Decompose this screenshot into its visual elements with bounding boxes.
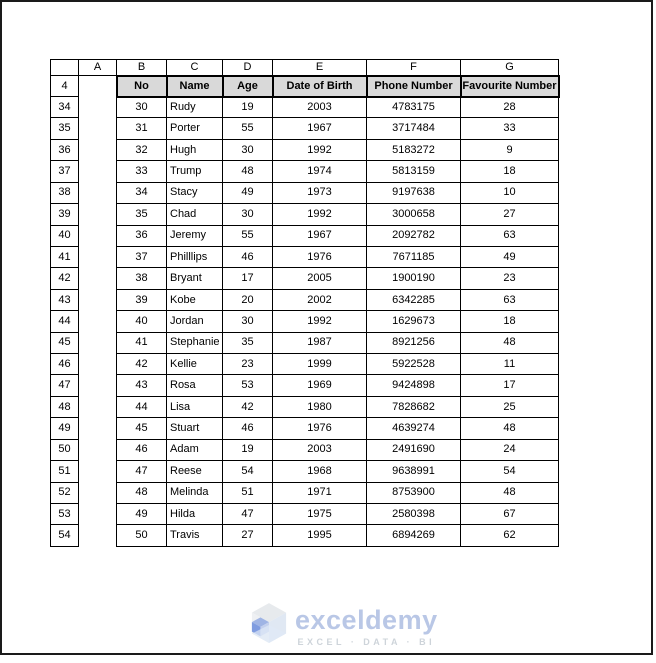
cell-name[interactable]: Bryant <box>167 268 223 289</box>
cell-empty-a[interactable] <box>79 76 117 97</box>
table-row <box>51 354 559 375</box>
cell-fav[interactable]: 48 <box>461 332 559 353</box>
row-header[interactable]: 49 <box>51 418 79 439</box>
cell-fav[interactable]: 18 <box>461 311 559 332</box>
row-header[interactable]: 44 <box>51 311 79 332</box>
cell-age[interactable]: 51 <box>223 482 273 503</box>
table-row <box>51 204 559 225</box>
row-header[interactable]: 50 <box>51 439 79 460</box>
cell-name[interactable]: Reese <box>167 461 223 482</box>
cell-empty-a[interactable] <box>79 182 117 203</box>
cell-name[interactable]: Hugh <box>167 139 223 160</box>
cell-no[interactable]: 32 <box>117 139 167 160</box>
cell-phone[interactable]: 5813159 <box>367 161 461 182</box>
table-row <box>51 375 559 396</box>
table-row <box>51 332 559 353</box>
cell-empty-a[interactable] <box>79 139 117 160</box>
cell-no[interactable]: 42 <box>117 354 167 375</box>
row-header[interactable]: 35 <box>51 118 79 139</box>
cell-fav[interactable]: 63 <box>461 225 559 246</box>
cell-no[interactable]: 37 <box>117 246 167 267</box>
cell-name[interactable]: Stuart <box>167 418 223 439</box>
cell-fav[interactable]: 11 <box>461 354 559 375</box>
cell-no[interactable]: 36 <box>117 225 167 246</box>
cell-name[interactable]: Rosa <box>167 375 223 396</box>
column-header-row <box>51 60 559 76</box>
cell-empty-a[interactable] <box>79 204 117 225</box>
cell-dob[interactable]: 1995 <box>273 525 367 546</box>
cell-phone[interactable]: 9424898 <box>367 375 461 396</box>
cell-age[interactable]: 55 <box>223 118 273 139</box>
cell-dob[interactable]: 1992 <box>273 311 367 332</box>
row-header[interactable]: 54 <box>51 525 79 546</box>
watermark-brand: exceldemy <box>295 604 438 635</box>
cell-phone[interactable]: 3000658 <box>367 204 461 225</box>
header-cell-name[interactable]: Name <box>167 76 223 97</box>
cell-fav[interactable]: 10 <box>461 182 559 203</box>
cell-dob[interactable]: 1987 <box>273 332 367 353</box>
row-header[interactable]: 51 <box>51 461 79 482</box>
cell-empty-a[interactable] <box>79 354 117 375</box>
cell-name[interactable]: Philllips <box>167 246 223 267</box>
cell-age[interactable]: 23 <box>223 354 273 375</box>
cell-name[interactable]: Kellie <box>167 354 223 375</box>
table-row <box>51 97 559 118</box>
cell-name[interactable]: Travis <box>167 525 223 546</box>
cell-empty-a[interactable] <box>79 289 117 310</box>
table-row <box>51 118 559 139</box>
row-header[interactable]: 40 <box>51 225 79 246</box>
table-row <box>51 482 559 503</box>
row-header[interactable]: 34 <box>51 97 79 118</box>
cell-no[interactable]: 43 <box>117 375 167 396</box>
cell-phone[interactable]: 5922528 <box>367 354 461 375</box>
cell-no[interactable]: 45 <box>117 418 167 439</box>
cell-phone[interactable]: 4783175 <box>367 97 461 118</box>
cell-empty-a[interactable] <box>79 97 117 118</box>
cell-name[interactable]: Stacy <box>167 182 223 203</box>
cell-age[interactable]: 46 <box>223 246 273 267</box>
cell-empty-a[interactable] <box>79 161 117 182</box>
cell-no[interactable]: 35 <box>117 204 167 225</box>
cell-phone[interactable]: 6342285 <box>367 289 461 310</box>
table-row <box>51 289 559 310</box>
cell-name[interactable]: Porter <box>167 118 223 139</box>
row-header[interactable]: 48 <box>51 396 79 417</box>
cell-dob[interactable]: 2005 <box>273 268 367 289</box>
table-row <box>51 246 559 267</box>
cell-no[interactable]: 48 <box>117 482 167 503</box>
cell-fav[interactable]: 48 <box>461 482 559 503</box>
row-header[interactable]: 4 <box>51 76 79 97</box>
cell-empty-a[interactable] <box>79 332 117 353</box>
cell-name[interactable]: Chad <box>167 204 223 225</box>
cell-no[interactable]: 46 <box>117 439 167 460</box>
cell-phone[interactable]: 8921256 <box>367 332 461 353</box>
cell-fav[interactable]: 48 <box>461 418 559 439</box>
row-header[interactable]: 37 <box>51 161 79 182</box>
cell-dob[interactable]: 1973 <box>273 182 367 203</box>
cell-dob[interactable]: 1976 <box>273 418 367 439</box>
cell-age[interactable]: 53 <box>223 375 273 396</box>
cell-fav[interactable]: 54 <box>461 461 559 482</box>
cell-empty-a[interactable] <box>79 418 117 439</box>
cell-name[interactable]: Adam <box>167 439 223 460</box>
cell-empty-a[interactable] <box>79 225 117 246</box>
cell-no[interactable]: 49 <box>117 504 167 525</box>
cell-dob[interactable]: 1967 <box>273 118 367 139</box>
table-row <box>51 268 559 289</box>
cell-dob[interactable]: 1992 <box>273 139 367 160</box>
cell-phone[interactable]: 7828682 <box>367 396 461 417</box>
cell-dob[interactable]: 1976 <box>273 246 367 267</box>
cell-no[interactable]: 40 <box>117 311 167 332</box>
cell-age[interactable]: 19 <box>223 97 273 118</box>
cell-name[interactable]: Kobe <box>167 289 223 310</box>
cell-phone[interactable]: 5183272 <box>367 139 461 160</box>
cell-dob[interactable]: 2002 <box>273 289 367 310</box>
cell-phone[interactable]: 1629673 <box>367 311 461 332</box>
exceldemy-cube-icon <box>250 603 288 650</box>
column-header-g[interactable]: G <box>461 60 559 76</box>
cell-fav[interactable]: 28 <box>461 97 559 118</box>
cell-age[interactable]: 30 <box>223 139 273 160</box>
table-row <box>51 418 559 439</box>
row-header[interactable]: 42 <box>51 268 79 289</box>
cell-empty-a[interactable] <box>79 246 117 267</box>
watermark <box>250 603 438 650</box>
table-row <box>51 461 559 482</box>
header-cell-no[interactable]: No <box>117 76 167 97</box>
cell-dob[interactable]: 1992 <box>273 204 367 225</box>
cell-age[interactable]: 30 <box>223 311 273 332</box>
cell-fav[interactable]: 63 <box>461 289 559 310</box>
table-row <box>51 139 559 160</box>
cell-dob[interactable]: 1968 <box>273 461 367 482</box>
cell-age[interactable]: 49 <box>223 182 273 203</box>
header-cell-phone[interactable]: Phone Number <box>367 76 461 97</box>
cell-dob[interactable]: 1967 <box>273 225 367 246</box>
cell-fav[interactable]: 18 <box>461 161 559 182</box>
cell-age[interactable]: 30 <box>223 204 273 225</box>
column-header-d[interactable]: D <box>223 60 273 76</box>
cell-phone[interactable]: 2580398 <box>367 504 461 525</box>
cell-age[interactable]: 54 <box>223 461 273 482</box>
cell-phone[interactable]: 6894269 <box>367 525 461 546</box>
watermark-text <box>295 604 438 647</box>
row-header[interactable]: 39 <box>51 204 79 225</box>
spreadsheet-grid <box>50 59 560 547</box>
cell-name[interactable]: Trump <box>167 161 223 182</box>
cell-no[interactable]: 34 <box>117 182 167 203</box>
table-row <box>51 525 559 546</box>
cell-phone[interactable]: 9638991 <box>367 461 461 482</box>
cell-empty-a[interactable] <box>79 461 117 482</box>
cell-age[interactable]: 27 <box>223 525 273 546</box>
cell-phone[interactable]: 9197638 <box>367 182 461 203</box>
cell-dob[interactable]: 2003 <box>273 439 367 460</box>
table-row <box>51 396 559 417</box>
cell-fav[interactable]: 67 <box>461 504 559 525</box>
table-row <box>51 161 559 182</box>
cell-age[interactable]: 55 <box>223 225 273 246</box>
cell-dob[interactable]: 1971 <box>273 482 367 503</box>
select-all-corner[interactable] <box>51 60 79 76</box>
cell-no[interactable]: 50 <box>117 525 167 546</box>
column-header-b[interactable]: B <box>117 60 167 76</box>
row-header[interactable]: 38 <box>51 182 79 203</box>
cell-phone[interactable]: 3717484 <box>367 118 461 139</box>
watermark-tagline: EXCEL · DATA · BI <box>297 636 436 647</box>
cell-empty-a[interactable] <box>79 311 117 332</box>
cell-empty-a[interactable] <box>79 439 117 460</box>
cell-fav[interactable]: 49 <box>461 246 559 267</box>
cell-age[interactable]: 20 <box>223 289 273 310</box>
cell-phone[interactable]: 8753900 <box>367 482 461 503</box>
cell-no[interactable]: 30 <box>117 97 167 118</box>
cell-empty-a[interactable] <box>79 268 117 289</box>
row-header[interactable]: 52 <box>51 482 79 503</box>
row-header[interactable]: 43 <box>51 289 79 310</box>
cell-fav[interactable]: 33 <box>461 118 559 139</box>
cell-empty-a[interactable] <box>79 396 117 417</box>
table-row <box>51 504 559 525</box>
cell-phone[interactable]: 2491690 <box>367 439 461 460</box>
cell-age[interactable]: 19 <box>223 439 273 460</box>
table-row <box>51 311 559 332</box>
cell-empty-a[interactable] <box>79 375 117 396</box>
cell-no[interactable]: 38 <box>117 268 167 289</box>
cell-phone[interactable]: 1900190 <box>367 268 461 289</box>
row-header[interactable]: 41 <box>51 246 79 267</box>
cell-age[interactable]: 35 <box>223 332 273 353</box>
cell-empty-a[interactable] <box>79 482 117 503</box>
cell-no[interactable]: 31 <box>117 118 167 139</box>
cell-fav[interactable]: 9 <box>461 139 559 160</box>
cell-no[interactable]: 39 <box>117 289 167 310</box>
cell-fav[interactable]: 24 <box>461 439 559 460</box>
cell-dob[interactable]: 2003 <box>273 97 367 118</box>
cell-dob[interactable]: 1975 <box>273 504 367 525</box>
cell-no[interactable]: 44 <box>117 396 167 417</box>
cell-empty-a[interactable] <box>79 525 117 546</box>
cell-fav[interactable]: 25 <box>461 396 559 417</box>
cell-name[interactable]: Lisa <box>167 396 223 417</box>
cell-fav[interactable]: 62 <box>461 525 559 546</box>
cell-age[interactable]: 48 <box>223 161 273 182</box>
row-header[interactable]: 47 <box>51 375 79 396</box>
header-cell-age[interactable]: Age <box>223 76 273 97</box>
column-header-f[interactable]: F <box>367 60 461 76</box>
cell-name[interactable]: Stephanie <box>167 332 223 353</box>
cell-name[interactable]: Jeremy <box>167 225 223 246</box>
header-cell-fav[interactable]: Favourite Number <box>461 76 559 97</box>
row-header[interactable]: 45 <box>51 332 79 353</box>
header-cell-dob[interactable]: Date of Birth <box>273 76 367 97</box>
cell-no[interactable]: 41 <box>117 332 167 353</box>
cell-empty-a[interactable] <box>79 118 117 139</box>
cell-age[interactable]: 42 <box>223 396 273 417</box>
row-header[interactable]: 36 <box>51 139 79 160</box>
cell-fav[interactable]: 27 <box>461 204 559 225</box>
table-row <box>51 225 559 246</box>
table-row <box>51 182 559 203</box>
cell-age[interactable]: 46 <box>223 418 273 439</box>
cell-dob[interactable]: 1974 <box>273 161 367 182</box>
cell-name[interactable]: Rudy <box>167 97 223 118</box>
cell-phone[interactable]: 7671185 <box>367 246 461 267</box>
cell-phone[interactable]: 2092782 <box>367 225 461 246</box>
column-header-a[interactable]: A <box>79 60 117 76</box>
row-header[interactable]: 53 <box>51 504 79 525</box>
cell-dob[interactable]: 1969 <box>273 375 367 396</box>
cell-phone[interactable]: 4639274 <box>367 418 461 439</box>
cell-fav[interactable]: 17 <box>461 375 559 396</box>
cell-no[interactable]: 47 <box>117 461 167 482</box>
cell-dob[interactable]: 1980 <box>273 396 367 417</box>
row-header[interactable]: 46 <box>51 354 79 375</box>
cell-no[interactable]: 33 <box>117 161 167 182</box>
table-row <box>51 439 559 460</box>
cell-empty-a[interactable] <box>79 504 117 525</box>
cell-name[interactable]: Melinda <box>167 482 223 503</box>
cell-age[interactable]: 47 <box>223 504 273 525</box>
cell-name[interactable]: Jordan <box>167 311 223 332</box>
column-header-c[interactable]: C <box>167 60 223 76</box>
cell-age[interactable]: 17 <box>223 268 273 289</box>
table-header-row <box>51 76 559 97</box>
cell-dob[interactable]: 1999 <box>273 354 367 375</box>
cell-fav[interactable]: 23 <box>461 268 559 289</box>
column-header-e[interactable]: E <box>273 60 367 76</box>
cell-name[interactable]: Hilda <box>167 504 223 525</box>
